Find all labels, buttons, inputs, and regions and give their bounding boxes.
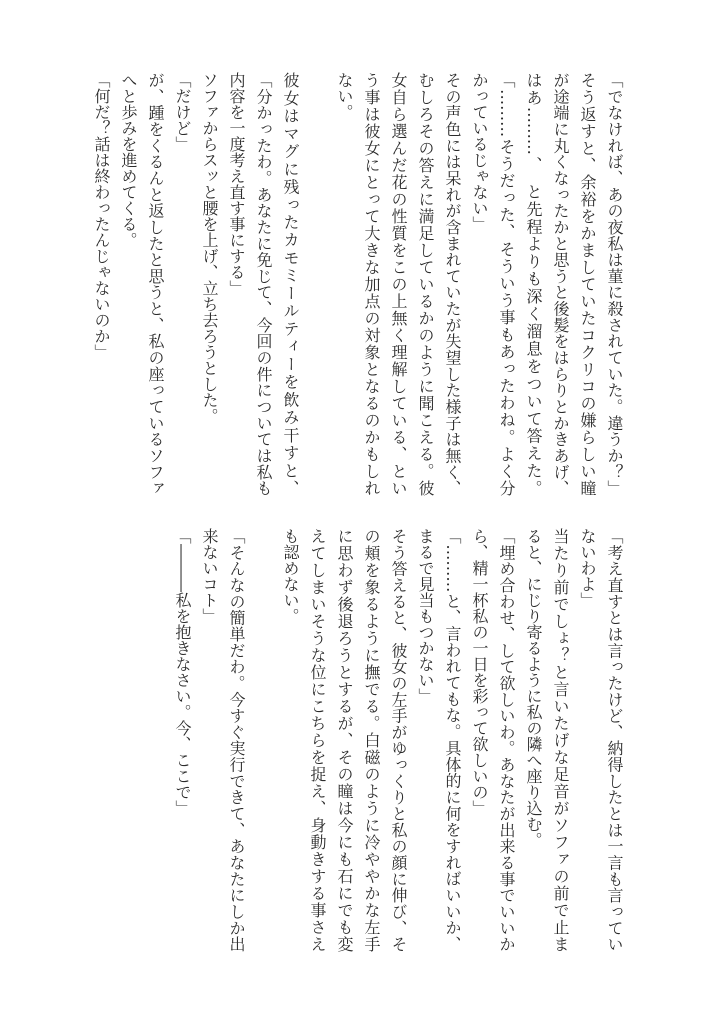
text-line: う事は彼女にとって大きな加点の対象となるのかもしれ (362, 72, 381, 496)
text-line: 来ないコト」 (200, 528, 219, 624)
blank-line (250, 528, 277, 952)
text-line: まるで見当もつかない」 (416, 528, 435, 704)
text-line: へと歩みを進めてくる。 (119, 72, 138, 248)
text-line: 「―――私を抱きなさい。今、ここで」 (173, 528, 192, 816)
blank-line (304, 72, 331, 496)
text-line: 「………そうだった、そういう事もあったわね。よく分 (497, 72, 516, 496)
text-line: 当たり前でしょ？と言いたげな足音がソファの前で止ま (551, 528, 570, 952)
text-line: 彼女はマグに残ったカモミールティーを飲み干すと、 (281, 72, 300, 496)
text-line: むしろその答えに満足しているかのように聞こえる。彼 (416, 72, 435, 496)
text-line: はあ………、 と先程よりも深く溜息をついて答えた。 (524, 72, 543, 496)
text-line: そう答えると、彼女の左手がゆっくりと私の顔に伸び、そ (389, 528, 408, 953)
text-line: 内容を一度考え直す事にする」 (227, 72, 246, 296)
bottom-text-block (169, 528, 628, 952)
text-line: ないわよ」 (578, 528, 597, 608)
text-line: ない。 (335, 72, 354, 120)
text-line: かっているじゃない」 (470, 72, 489, 232)
text-line: 女自ら選んだ花の性質をこの上無く理解している、とい (389, 72, 408, 496)
text-line: が途端に丸くなったかと思うと後髪をはらりとかきあげ、 (551, 72, 570, 496)
text-line: 「そんなの簡単だわ。今すぐ実行できて、あなたにしか出 (227, 528, 246, 952)
text-line: 「何だ？話は終わったんじゃないのか」 (92, 72, 111, 360)
text-line: 「分かったわ。あなたに免じて、今回の件については私も (254, 72, 273, 497)
text-line: の頬を象るように撫でる。白磁のように冷ややかな左手 (362, 528, 381, 952)
text-line: も認めない。 (281, 528, 300, 624)
text-line: 「考え直すとは言ったけど、納得したとは一言も言ってい (605, 528, 624, 952)
text-line: に思わず後退ろうとするが、その瞳は今にも石にでも変 (335, 528, 354, 952)
text-line: が、踵をくるんと返したと思うと、私の座っているソファ (146, 72, 165, 497)
top-text-block (88, 72, 628, 496)
text-line: ると、にじり寄るように私の隣へ座り込む。 (524, 528, 543, 848)
text-line: えてしまいそうな位にこちらを捉え、身動きする事さえ (308, 528, 327, 952)
text-line: そう返すと、余裕をかましていたコクリコの嫌らしい瞳 (578, 72, 597, 496)
text-line: 「だけど」 (173, 72, 192, 152)
text-line: 「埋め合わせ、して欲しいわ。あなたが出来る事でいいか (497, 528, 516, 953)
text-line: ソファからスッと腰を上げ、立ち去ろうとした。 (200, 72, 219, 424)
text-line: その声色には呆れが含まれていたが失望した様子は無く、 (443, 72, 462, 496)
text-line: ら、精一杯私の一日を彩って欲しいの」 (470, 528, 489, 816)
text-line: 「………と、言われてもな。具体的に何をすればいいか、 (443, 528, 462, 952)
text-line: 「でなければ、あの夜私は菫に殺されていた。違うか？」 (605, 72, 624, 497)
